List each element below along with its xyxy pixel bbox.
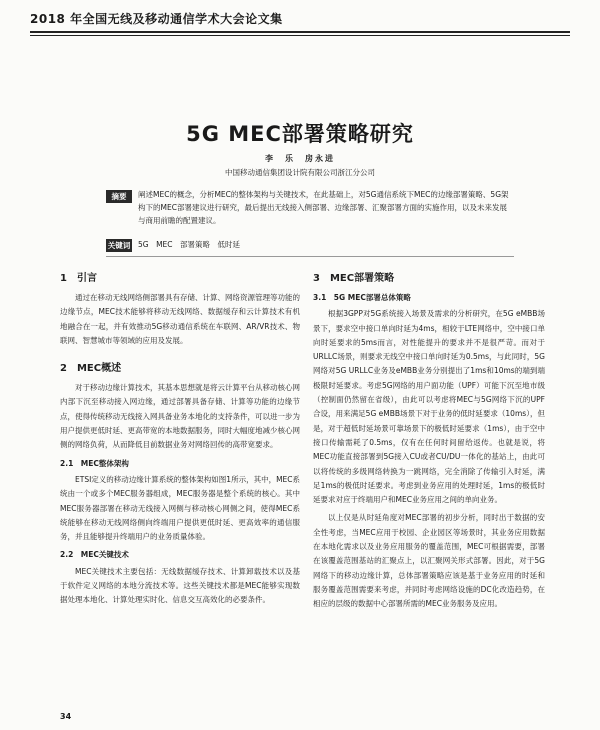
paragraph-strategy-1: 根据3GPP对5G系统接入场景及需求的分析研究，在5G eMBB场景下，要求空中接口单向时延为4ms，相较于LTE网络中，空中接口单向时延要求的5ms而言，对性能提升的要求并不是很严苛。而对于URLLC场景，则要求无线空中接口单向时延为0.5ms，与此同时，5G网络对5G URLLC业务及eMBB业务分别提出了1ms和10ms的端到端极限时延要求。考虑5G网络的用户面功能（UPF）可能下沉至地市级（控制面仍然留在省级），由此可以考虑将MEC与5G网络下沉的UPF合设，用来满足5G eMBB场景下对于业务的低时延要求（10ms），但是，对于超低时延场景可靠场景下的极低时延要求（1ms），由于空中接口传输需耗了0.5ms，仅有在任何时间留给返传。也就是说，将MEC功能直接部署到5G接入CU或者CU/DU一体化的基站上，由此可以将传统的多级网络转换为一跳网络，完全消除了传输引入时延，满足1ms的极低时延要求。考虑到业务应用的处理时延，1ms的极低时延要求对应于终端用户和MEC业务应用之间的单向业务。 xyxy=(313,309,545,505)
subsection-heading-key-tech: 2.2 MEC关键技术 xyxy=(60,550,129,560)
paragraph-architecture: ETSI定义的移动边缘计算系统的整体架构如图1所示，其中，MEC系统由一个或多个MEC服务器组成，MEC服务器是整个系统的核心。其中MEC服务器部署在移动无线接入网侧与移动核心网侧之间，使得MEC系统能够在移动无线网络侧向终端用户提供更低时延、更高效率的通信服务，并且能够提升终端用户的业务质量体验。 xyxy=(60,474,301,542)
section-heading-overview: 2 MEC概述 xyxy=(60,363,122,375)
keywords-label: 关键词 xyxy=(107,241,131,250)
keywords-divider xyxy=(106,256,514,257)
abstract-label: 摘要 xyxy=(106,190,132,203)
left-column xyxy=(60,272,300,612)
paragraph-strategy-2: 以上仅是从时延角度对MEC部署的初步分析，同时出于数据的安全性考虑，当MEC应用于校园、企业园区等场景时，其业务应用数据在本地化需求以及业务应用服务的覆盖范围，MEC可根据需要，部署在该覆盖范围基站的汇聚点上，以汇聚网关形式部署。因此，对于5G网络下的移动边缘计算，总体部署策略应该是基于业务应用的时延和服务覆盖范围需要来考虑，并同时考虑网络设施的DC化改造趋势，在相应的层级的数据中心部署所需的MEC业务服务及应用。 xyxy=(313,513,545,609)
page-number: 34 xyxy=(60,712,72,721)
keywords-text: 5G MEC 部署策略 低时延 xyxy=(138,240,241,249)
paragraph-key-tech: MEC关键技术主要包括：无线数据缓存技术、计算卸载技术以及基于软件定义网络的本地分流技术等。这些关键技术都是MEC能够实现数据处理本地化、计算处理实时化、信息交互高效化的必要条件。 xyxy=(60,566,300,605)
subsection-heading-strategy: 3.1 5G MEC部署总体策略 xyxy=(313,293,411,302)
authors: 李 乐 房永进 xyxy=(265,154,335,163)
paper-title: 5G MEC部署策略研究 xyxy=(186,122,414,146)
paragraph-overview: 对于移动边缘计算技术，其基本思想就是将云计算平台从移动核心网内部下沉至移动接入网边缘，通过部署具备存储、计算等功能的边缘节点，使得传统移动无线接入网具备业务本地化的支持条件，可以进一步为用户提供更低时延、更高带宽的本地数据服务，同时大幅度地减少核心网侧的网络负荷，从而降低目前数据业务对网络回传的高带宽要求。 xyxy=(60,383,300,450)
subsection-heading-architecture: 2.1 MEC整体架构 xyxy=(60,458,129,468)
section-heading-deployment: 3 MEC部署策略 xyxy=(313,273,395,284)
running-header: 2018 年全国无线及移动通信学术大会论文集 xyxy=(30,10,570,33)
paragraph-intro: 通过在移动无线网络侧部署具有存储、计算、网络资源管理等功能的边缘节点，MEC技术能够将移动无线网络、数据缓存和云计算技术有机地融合在一起，并有效推动5G移动通信系统在车联网、AR/VR技术、物联网、智慧城市等领域的应用及发展。 xyxy=(60,293,300,345)
section-heading-intro: 1 引言 xyxy=(60,273,97,284)
abstract-text: 阐述MEC的概念，分析MEC的整体架构与关键技术，在此基础上，对5G通信系统下MEC的边缘部署策略、5G架构下的MEC部署建议进行研究，最后提出无线接入侧部署、边缘部署、汇聚部署方面的实施作用，以及未来发展与商用前瞻的配置建议。 xyxy=(138,190,509,225)
right-column xyxy=(313,272,545,616)
affiliation: 中国移动通信集团设计院有限公司浙江分公司 xyxy=(225,168,375,177)
